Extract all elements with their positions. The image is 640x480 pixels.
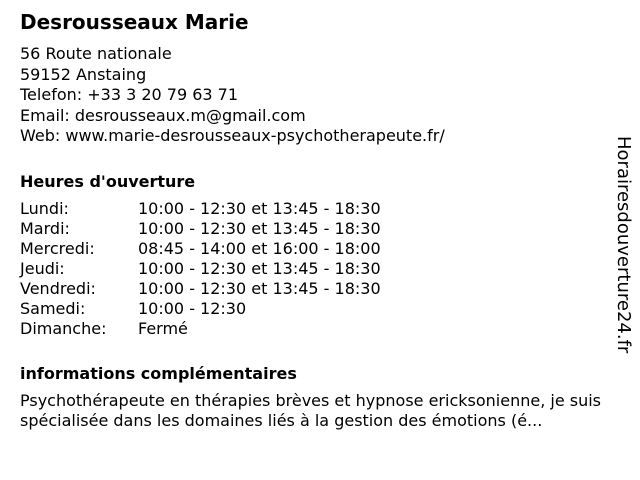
opening-hours-table	[20, 199, 610, 339]
website-url: Web: www.marie-desrousseaux-psychotherapeute.fr/	[20, 126, 445, 145]
hours-row-wednesday	[20, 239, 610, 259]
day-label: Vendredi:	[20, 278, 96, 298]
email-address: Email: desrousseaux.m@gmail.com	[20, 105, 306, 125]
time-range: 10:00 - 12:30 et 13:45 - 18:30	[138, 198, 381, 218]
day-label: Lundi:	[20, 198, 69, 218]
hours-row-tuesday	[20, 219, 610, 239]
day-label: Mardi:	[20, 218, 70, 238]
opening-hours-heading: Heures d'ouverture	[20, 171, 196, 191]
address-street: 56 Route nationale	[20, 44, 172, 63]
time-range: 10:00 - 12:30 et 13:45 - 18:30	[138, 278, 381, 298]
hours-row-thursday	[20, 259, 610, 279]
business-name: Desrousseaux Marie	[20, 10, 249, 34]
hours-row-monday	[20, 199, 610, 219]
time-range: Fermé	[138, 318, 188, 338]
time-range: 10:00 - 12:30	[138, 298, 247, 318]
address-city: 59152 Anstaing	[20, 64, 147, 84]
watermark-text: Horairesdouverture24.fr	[613, 136, 634, 354]
hours-row-friday	[20, 279, 610, 299]
day-label: Dimanche:	[20, 318, 107, 338]
day-label: Samedi:	[20, 298, 86, 318]
hours-row-sunday	[20, 319, 610, 339]
contact-block	[20, 44, 610, 147]
phone-number: Telefon: +33 3 20 79 63 71	[20, 85, 239, 104]
business-card	[20, 8, 610, 432]
site-watermark	[608, 136, 638, 354]
additional-info-text: Psychothérapeute en thérapies brèves et hypnose ericksonienne, je suis spécialisée dans les domaines liés à la gestion des émotions (é...	[20, 390, 601, 430]
additional-info-heading: informations complémentaires	[20, 363, 297, 383]
time-range: 10:00 - 12:30 et 13:45 - 18:30	[138, 218, 381, 238]
hours-row-saturday	[20, 299, 610, 319]
time-range: 10:00 - 12:30 et 13:45 - 18:30	[138, 258, 381, 278]
day-label: Mercredi:	[20, 238, 95, 258]
time-range: 08:45 - 14:00 et 16:00 - 18:00	[138, 238, 381, 258]
day-label: Jeudi:	[20, 258, 65, 278]
